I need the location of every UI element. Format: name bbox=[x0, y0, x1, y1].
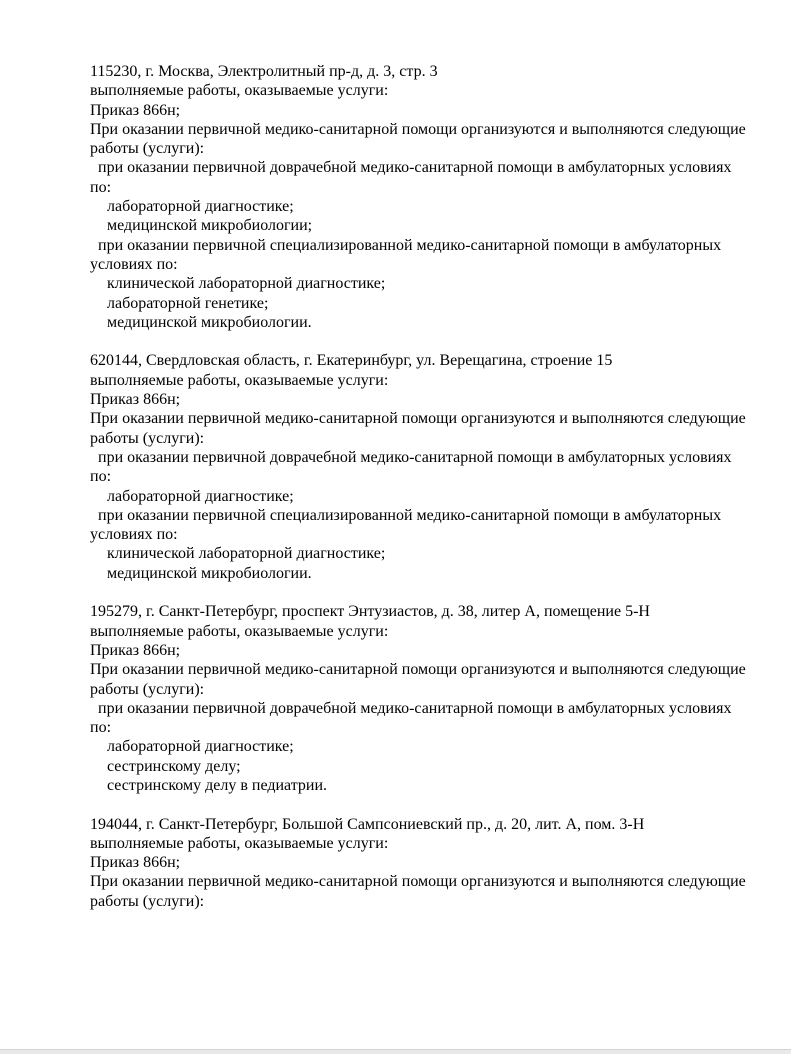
text-line: Приказ 866н; bbox=[90, 391, 181, 409]
text-line: лабораторной диагностике; bbox=[107, 487, 294, 505]
text-line: Приказ 866н; bbox=[90, 854, 181, 872]
text-line: медицинской микробиологии; bbox=[107, 217, 313, 235]
text-line: При оказании первичной медико-санитарной помощи организуются и выполняются следующие bbox=[90, 873, 746, 891]
text-line: по: bbox=[90, 178, 112, 196]
text-line: условиях по: bbox=[90, 526, 178, 544]
text-line: при оказании первичной доврачебной медико-санитарной помощи в амбулаторных условиях bbox=[98, 699, 732, 717]
text-line: Приказ 866н; bbox=[90, 641, 181, 659]
text-line: лабораторной генетике; bbox=[107, 294, 269, 312]
license-entry-block bbox=[90, 602, 750, 795]
text-line: сестринскому делу; bbox=[107, 757, 241, 775]
text-line: при оказании первичной доврачебной медико-санитарной помощи в амбулаторных условиях bbox=[98, 159, 732, 177]
text-line: при оказании первичной специализированной медико-санитарной помощи в амбулаторных bbox=[98, 506, 722, 524]
text-line: по: bbox=[90, 719, 112, 737]
document-body bbox=[90, 62, 750, 911]
text-line: клинической лабораторной диагностике; bbox=[107, 275, 386, 293]
text-line: клинической лабораторной диагностике; bbox=[107, 545, 386, 563]
text-line: работы (услуги): bbox=[90, 680, 205, 698]
text-line: по: bbox=[90, 468, 112, 486]
text-line: выполняемые работы, оказываемые услуги: bbox=[90, 82, 389, 100]
text-line: при оказании первичной доврачебной медико-санитарной помощи в амбулаторных условиях bbox=[98, 448, 732, 466]
address-line: 195279, г. Санкт-Петербург, проспект Энтузиастов, д. 38, литер А, помещение 5-Н bbox=[90, 603, 650, 621]
text-line: работы (услуги): bbox=[90, 429, 205, 447]
license-entry-block bbox=[90, 351, 750, 583]
text-line: выполняемые работы, оказываемые услуги: bbox=[90, 834, 389, 852]
address-line: 620144, Свердловская область, г. Екатеринбург, ул. Верещагина, строение 15 bbox=[90, 352, 613, 370]
window-bottom-edge bbox=[0, 1049, 791, 1054]
text-line: медицинской микробиологии. bbox=[107, 313, 312, 331]
text-line: медицинской микробиологии. bbox=[107, 564, 312, 582]
license-entry-block bbox=[90, 815, 750, 911]
text-line: При оказании первичной медико-санитарной помощи организуются и выполняются следующие bbox=[90, 410, 746, 428]
text-line: лабораторной диагностике; bbox=[107, 738, 294, 756]
text-line: Приказ 866н; bbox=[90, 101, 181, 119]
license-entry-block bbox=[90, 62, 750, 332]
text-line: работы (услуги): bbox=[90, 140, 205, 158]
text-line: работы (услуги): bbox=[90, 892, 205, 910]
text-line: При оказании первичной медико-санитарной помощи организуются и выполняются следующие bbox=[90, 661, 746, 679]
text-line: условиях по: bbox=[90, 255, 178, 273]
address-line: 194044, г. Санкт-Петербург, Большой Сампсониевский пр., д. 20, лит. А, пом. 3-Н bbox=[90, 815, 645, 833]
text-line: При оказании первичной медико-санитарной помощи организуются и выполняются следующие bbox=[90, 120, 746, 138]
text-line: выполняемые работы, оказываемые услуги: bbox=[90, 622, 389, 640]
address-line: 115230, г. Москва, Электролитный пр-д, д. 3, стр. 3 bbox=[90, 63, 438, 80]
text-line: сестринскому делу в педиатрии. bbox=[107, 776, 328, 794]
text-line: при оказании первичной специализированной медико-санитарной помощи в амбулаторных bbox=[98, 236, 722, 254]
text-line: лабораторной диагностике; bbox=[107, 198, 294, 216]
text-line: выполняемые работы, оказываемые услуги: bbox=[90, 371, 389, 389]
